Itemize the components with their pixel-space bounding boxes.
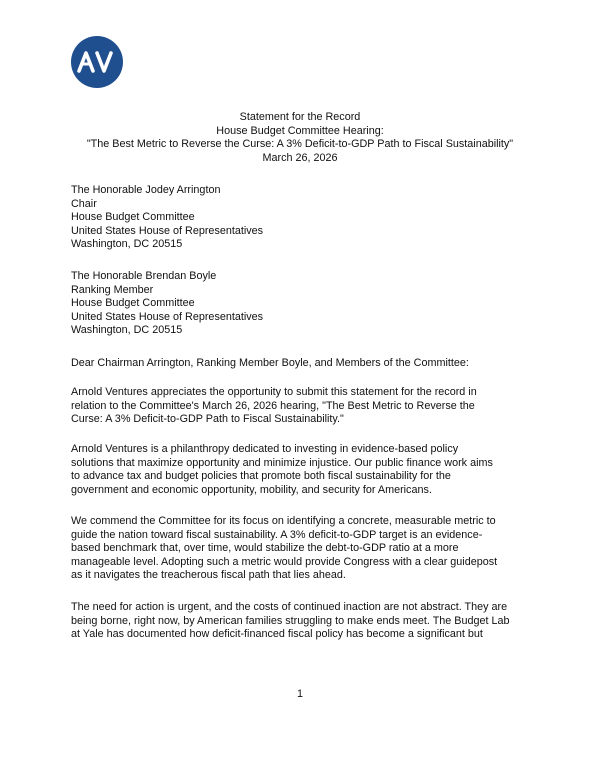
recipient-city: Washington, DC 20515 xyxy=(71,324,183,337)
paragraph-urgency xyxy=(71,601,533,642)
paragraph-line: to advance tax and budget policies that promote both fiscal sustainability for the xyxy=(71,470,451,483)
recipient-ranking-member-address xyxy=(71,270,533,338)
recipient-city: Washington, DC 20515 xyxy=(71,238,183,251)
recipient-committee: House Budget Committee xyxy=(71,297,195,310)
paragraph-line: We commend the Committee for its focus on identifying a concrete, measurable metric to xyxy=(71,515,496,527)
paragraph-line: Arnold Ventures is a philanthropy dedicated to investing in evidence-based policy xyxy=(71,443,459,455)
paragraph-line: relation to the Committee's March 26, 2026 hearing, "The Best Metric to Reverse the xyxy=(71,399,475,412)
recipient-title: Chair xyxy=(71,197,97,210)
paragraph-line: at Yale has documented how deficit-financed fiscal policy has become a significant but xyxy=(71,628,483,641)
salutation: Dear Chairman Arrington, Ranking Member Boyle, and Members of the Committee: xyxy=(71,357,469,369)
heading-date: March 26, 2026 xyxy=(262,151,338,164)
statement-heading xyxy=(0,111,600,165)
paragraph-line: government and economic opportunity, mobility, and security for Americans. xyxy=(71,483,432,496)
paragraph-line: as it navigates the treacherous fiscal path that lies ahead. xyxy=(71,569,346,582)
paragraph-line: Arnold Ventures appreciates the opportunity to submit this statement for the record in xyxy=(71,386,477,398)
paragraph-intro xyxy=(71,386,533,427)
recipient-name: The Honorable Jodey Arrington xyxy=(71,184,221,196)
paragraph-line: The need for action is urgent, and the costs of continued inaction are not abstract. They are xyxy=(71,601,508,613)
recipient-house: United States House of Representatives xyxy=(71,310,264,323)
heading-line-2: House Budget Committee Hearing: xyxy=(216,124,384,137)
recipient-name: The Honorable Brendan Boyle xyxy=(71,270,217,282)
recipient-title: Ranking Member xyxy=(71,283,154,296)
paragraph-line: being borne, right now, by American families struggling to make ends meet. The Budget Lab xyxy=(71,614,510,627)
page-number: 1 xyxy=(296,688,303,700)
recipient-chair-address xyxy=(71,184,533,252)
paragraph-about xyxy=(71,443,533,497)
paragraph-line: manageable level. Adopting such a metric would provide Congress with a clear guidepost xyxy=(71,555,498,568)
paragraph-line: Curse: A 3% Deficit-to-GDP Path to Fiscal Sustainability." xyxy=(71,413,344,426)
paragraph-commend xyxy=(71,515,533,583)
recipient-house: United States House of Representatives xyxy=(71,224,264,237)
recipient-committee: House Budget Committee xyxy=(71,211,195,224)
av-logo-icon xyxy=(77,51,117,73)
heading-line-3: "The Best Metric to Reverse the Curse: A 3% Deficit-to-GDP Path to Fiscal Sustainability" xyxy=(86,138,514,151)
paragraph-line: solutions that maximize opportunity and minimize injustice. Our public finance work aims xyxy=(71,456,493,469)
heading-line-1: Statement for the Record xyxy=(239,111,361,123)
arnold-ventures-logo xyxy=(71,36,123,88)
paragraph-line: based benchmark that, over time, would stabilize the debt-to-GDP ratio at a more xyxy=(71,542,459,555)
paragraph-line: guide the nation toward fiscal sustainability. A 3% deficit-to-GDP target is an evidence- xyxy=(71,528,483,541)
